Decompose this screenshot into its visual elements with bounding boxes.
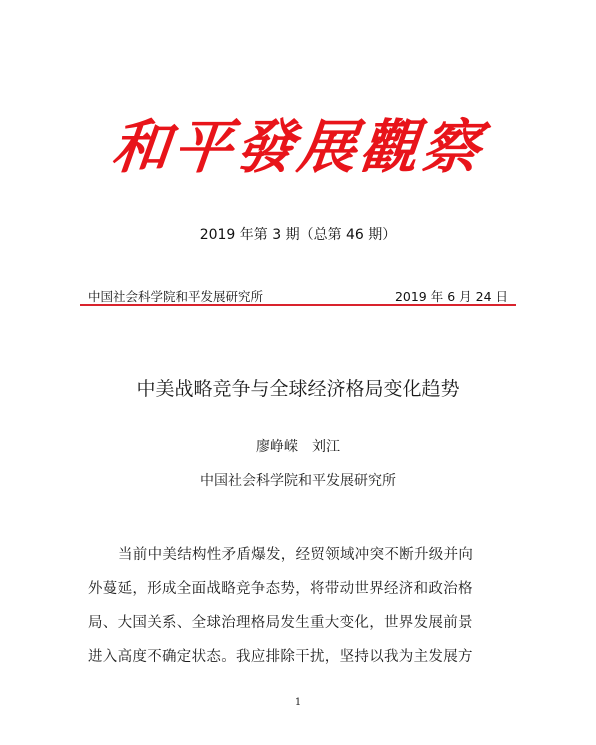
body-line: 当前中美结构性矛盾爆发，经贸领域冲突不断升级并向: [118, 547, 474, 563]
masthead-title: 和平發展觀察: [108, 113, 488, 181]
issue-number: 2019 年第 3 期（总第 46 期）: [199, 227, 397, 243]
article-title: 中美战略竞争与全球经济格局变化趋势: [136, 378, 460, 400]
article-authors: 廖峥嵘 刘江: [256, 439, 340, 455]
body-line: 外蔓延，形成全面战略竞争态势，将带动世界经济和政治格: [88, 581, 473, 597]
header-organization: 中国社会科学院和平发展研究所: [88, 289, 264, 304]
body-line: 局、大国关系、全球治理格局发生重大变化，世界发展前景: [88, 615, 473, 631]
header-date: 2019 年 6 月 24 日: [394, 289, 508, 304]
article-body: [88, 538, 508, 674]
header-divider: [80, 304, 516, 306]
body-line: 进入高度不确定状态。我应排除干扰，坚持以我为主发展方: [88, 649, 473, 665]
author-affiliation: 中国社会科学院和平发展研究所: [200, 473, 396, 489]
page-number: 1: [294, 697, 302, 708]
